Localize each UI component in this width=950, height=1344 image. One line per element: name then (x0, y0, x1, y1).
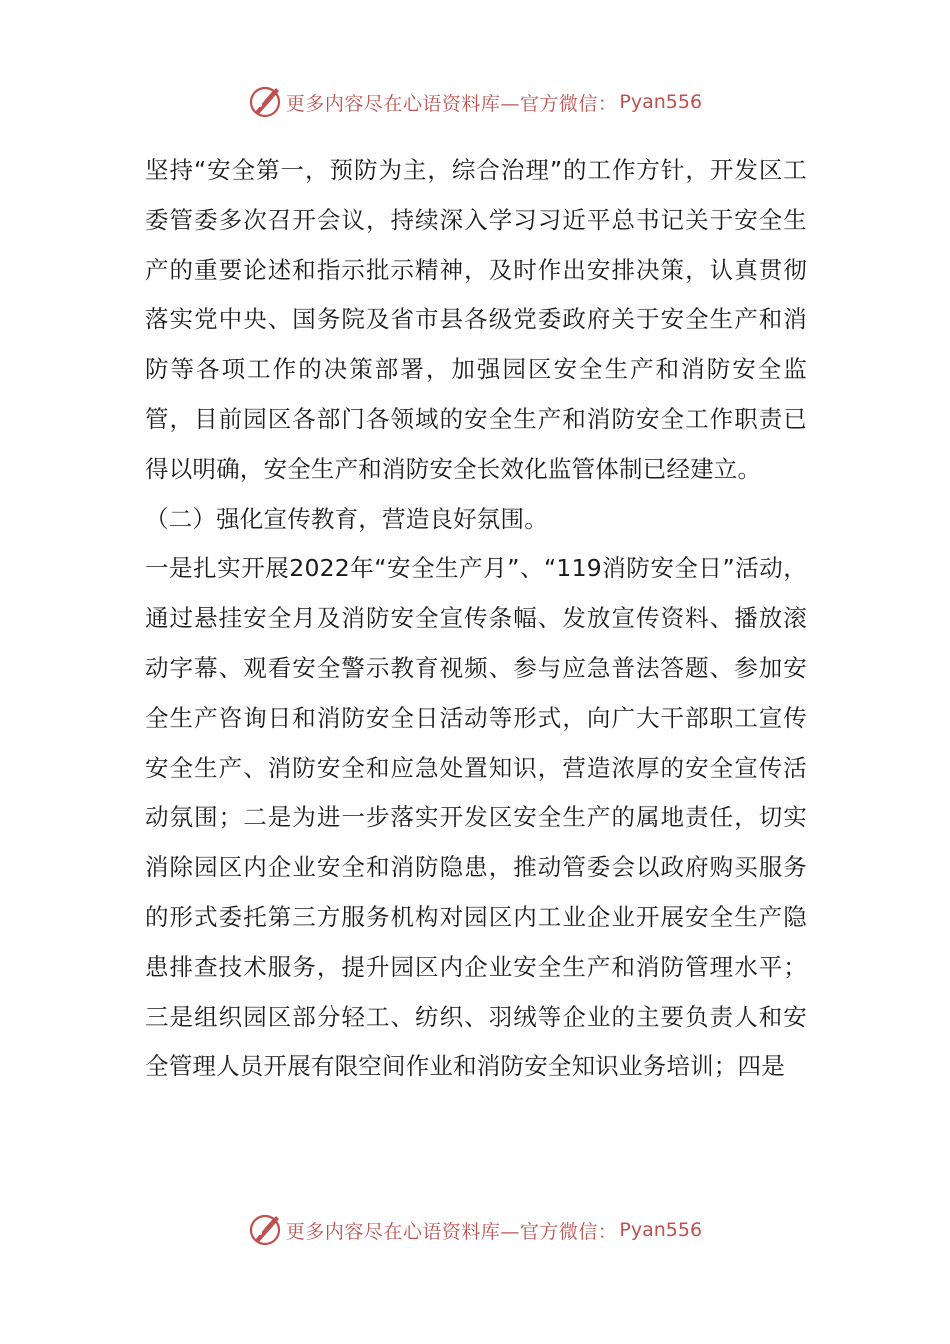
pen-circle-logo-icon (248, 1213, 282, 1247)
pen-circle-logo-icon (248, 85, 282, 119)
footer-watermark (0, 1210, 950, 1250)
watermark-text: 更多内容尽在心语资料库—官方微信： (285, 92, 618, 115)
header-watermark (0, 82, 950, 122)
body-paragraph: 一是扎实开展2022年“安全生产月”、“119消防安全日”活动，通过悬挂安全月及消防安全宣传条幅、发放宣传资料、播放滚动字幕、观看安全警示教育视频、参与应急普法答题、参加安全生产咨询日和消防安全日活动等形式，向广大干部职工宣传安全生产、消防安全和应急处置知识，营造浓厚的安全宣传活动氛围；二是为进一步落实开发区安全生产的属地责任，切实消除园区内企业安全和消防隐患，推动管委会以政府购买服务的形式委托第三方服务机构对园区内工业企业开展安全生产隐患排查技术服务，提升园区内企业安全生产和消防管理水平；三是组织园区部分轻工、纺织、羽绒等企业的主要负责人和安全管理人员开展有限空间作业和消防安全知识业务培训；四是 (145, 554, 807, 1081)
watermark-handle: Pyan556 (619, 91, 703, 113)
watermark-text: 更多内容尽在心语资料库—官方微信： (285, 1220, 618, 1243)
section-heading: （二）强化宣传教育，营造良好氛围。 (145, 504, 548, 533)
body-paragraph: 坚持“安全第一，预防为主，综合治理”的工作方针，开发区工委管委多次召开会议，持续深入学习习近平总书记关于安全生产的重要论述和指示批示精神，及时作出安排决策，认真贯彻落实党中央、国务院及省市县各级党委政府关于安全生产和消防等各项工作的决策部署，加强园区安全生产和消防安全监管，目前园区各部门各领域的安全生产和消防安全工作职责已得以明确，安全生产和消防安全长效化监管体制已经建立。 (145, 156, 807, 483)
document-body (145, 146, 807, 1092)
watermark-handle: Pyan556 (619, 1219, 703, 1241)
